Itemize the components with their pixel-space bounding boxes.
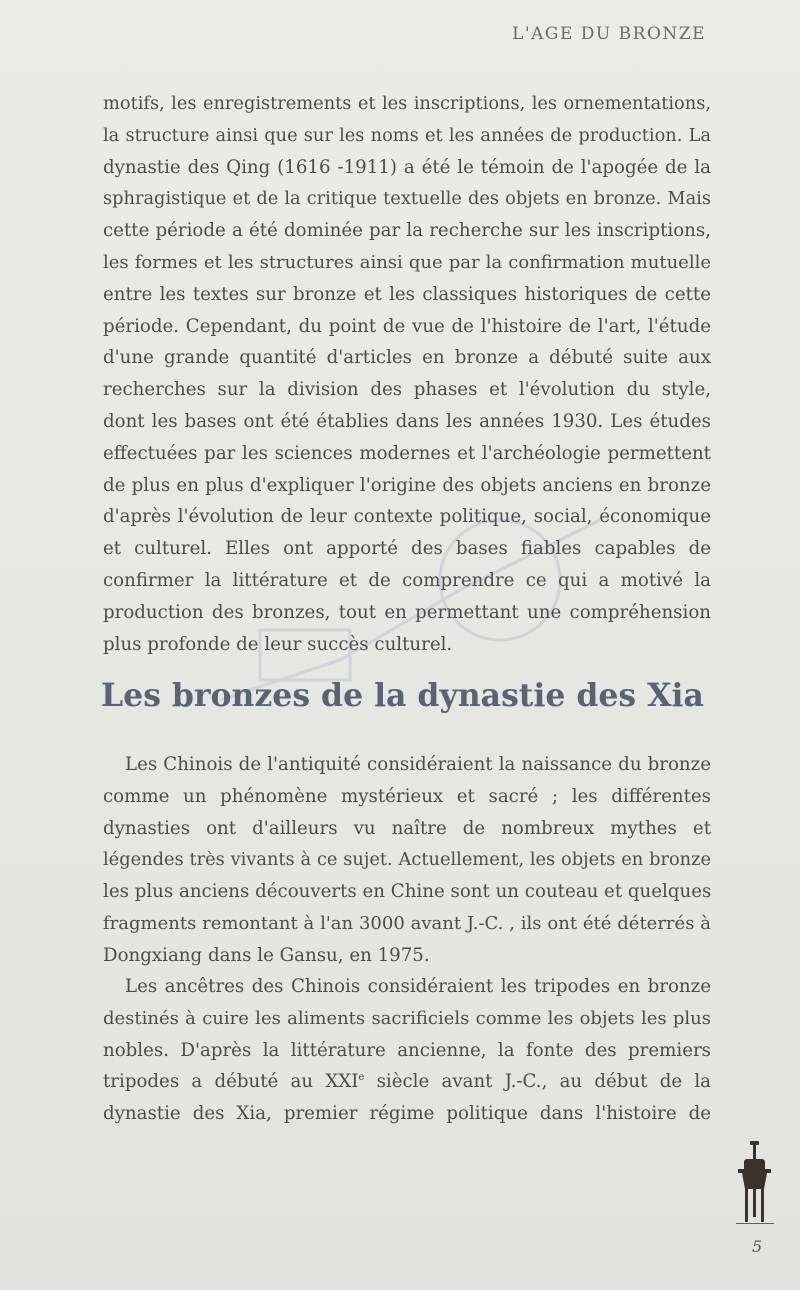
- text-line: recherches sur la division des phases et l'évolution du style,: [103, 379, 711, 401]
- running-head: L'AGE DU BRONZE: [512, 24, 706, 44]
- text-line: dont les bases ont été établies dans les années 1930. Les études: [103, 410, 711, 432]
- text-line: motifs, les enregistrements et les inscriptions, les ornementations,: [103, 93, 711, 114]
- text-line: destinés à cuire les aliments sacrificiels comme les objets les plus: [103, 1007, 711, 1029]
- text-line: production des bronzes, tout en permettant une compréhension: [103, 601, 711, 623]
- text-line: effectuées par les sciences modernes et l'archéologie permettent: [103, 442, 711, 464]
- text-line: dynasties ont d'ailleurs vu naître de nombreux mythes et: [103, 817, 711, 839]
- text-line: d'une grande quantité d'articles en bronze a débuté suite aux: [103, 347, 711, 369]
- text-line: d'après l'évolution de leur contexte politique, social, économique: [103, 506, 711, 528]
- bronze-vessel-icon: [730, 1141, 780, 1231]
- text-line: période. Cependant, du point de vue de l'histoire de l'art, l'étude: [103, 315, 711, 337]
- text-line: plus profonde de leur succès culturel.: [103, 633, 453, 655]
- text-line: dynastie des Qing (1616 -1911) a été le témoin de l'apogée de la: [103, 156, 711, 178]
- text-line: sphragistique et de la critique textuelle des objets en bronze. Mais: [103, 188, 711, 210]
- page-number: 5: [752, 1237, 763, 1256]
- text-line: entre les textes sur bronze et les classiques historiques de cette: [103, 283, 711, 305]
- text-line: la structure ainsi que sur les noms et les années de production. La: [103, 124, 711, 146]
- text-line: les formes et les structures ainsi que par la confirmation mutuelle: [103, 251, 711, 273]
- text-line: de plus en plus d'expliquer l'origine des objets anciens en bronze: [103, 474, 711, 496]
- intro-paragraph: [103, 88, 711, 660]
- text-line: comme un phénomène mystérieux et sacré ; les différentes: [103, 785, 711, 807]
- text-line: les plus anciens découverts en Chine sont un couteau et quelques: [103, 881, 712, 903]
- text-line: et culturel. Elles ont apporté des bases fiables capables de: [103, 538, 711, 560]
- superscript: e: [358, 1072, 365, 1084]
- section-heading: Les bronzes de la dynastie des Xia: [101, 677, 704, 714]
- text-line: confirmer la littérature et de comprendre ce qui a motivé la: [103, 569, 711, 591]
- text-fragment: siècle avant J.-C., au début de la: [364, 1071, 711, 1093]
- text-line: légendes très vivants à ce sujet. Actuellement, les objets en bronze: [103, 849, 711, 871]
- text-line: nobles. D'après la littérature ancienne, la fonte des premiers: [103, 1039, 711, 1061]
- text-line: [103, 1066, 711, 1098]
- text-line: Les Chinois de l'antiquité considéraient la naissance du bronze: [125, 754, 711, 775]
- paragraph-origins: [103, 749, 711, 972]
- text-line: cette période a été dominée par la recherche sur les inscriptions,: [103, 220, 711, 242]
- text-fragment: tripodes a débuté au XXI: [103, 1071, 359, 1093]
- paragraph-tripods: [103, 971, 711, 1130]
- text-line: Dongxiang dans le Gansu, en 1975.: [103, 944, 430, 966]
- text-line: Les ancêtres des Chinois considéraient les tripodes en bronze: [125, 976, 711, 997]
- text-line: fragments remontant à l'an 3000 avant J.-C. , ils ont été déterrés à: [103, 912, 711, 934]
- text-line: dynastie des Xia, premier régime politique dans l'histoire de: [103, 1103, 711, 1125]
